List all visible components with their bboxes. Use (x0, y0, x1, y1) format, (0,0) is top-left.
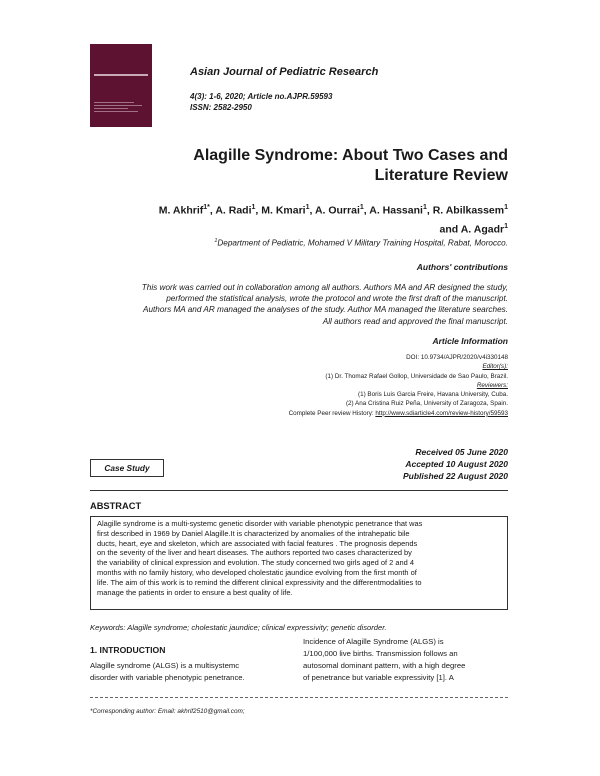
reviewer-2: (2) Ana Cristina Ruiz Peña, University of Zaragoza, Spain. (345, 400, 508, 408)
publication-dates (208, 447, 508, 482)
article-info-block (88, 353, 508, 418)
journal-name: Asian Journal of Pediatric Research (190, 66, 379, 78)
introduction-heading: 1. INTRODUCTION (90, 645, 166, 655)
journal-cover-image (90, 44, 152, 127)
keywords: Keywords: Alagille syndrome; cholestatic jaundice; clinical expressivity; genetic disorder. (90, 623, 387, 632)
footnote-rule (90, 697, 508, 698)
issue-line: 4(3): 1-6, 2020; Article no.AJPR.59593 (190, 92, 333, 101)
affiliation: $^1$Department of Pediatric, Mohamed V Military Training Hospital, Rabat, Morocco. (214, 238, 508, 248)
editor: (1) Dr. Thomaz Rafael Gollop, Universidade de Sao Paulo, Brazil. (325, 372, 508, 380)
accepted-date: Accepted 10 August 2020 (405, 458, 508, 469)
reviewer-1: (1) Boris Luis Garcia Freire, Havana University, Cuba. (357, 391, 508, 399)
contributions-text: This work was carried out in collaboration among all authors. Authors MA and AR designed the study, performed the statistical analysis, wrote the protocol and wrote the first draft of the manuscript. Authors MA and AR managed the analyses of the study. Author MA managed the literature searches. All authors read and approved the final manuscript. (141, 283, 508, 326)
peer-review-history: Complete Peer review History: http://www.sdiarticle4.com/review-history/59593 (288, 409, 508, 417)
abstract-heading: ABSTRACT (90, 501, 142, 511)
corresponding-author-footnote: *Corresponding author: Email: akhrif2510@gmail.com; (90, 708, 245, 715)
author-list (88, 200, 508, 237)
intro-right-column: Incidence of Alagille Syndrome (ALGS) is 1/100,000 live births. Transmission follows an autosomal dominant pattern, with a high degree of penetrance but variable expressivity [1]. A (303, 637, 466, 682)
issn-line: ISSN: 2582-2950 (190, 103, 252, 112)
separator-rule (90, 490, 508, 491)
authors-line2: and A. Agadr$^1$ (439, 222, 508, 235)
reviewers-label: Reviewers: (476, 381, 508, 389)
published-date: Published 22 August 2020 (402, 470, 508, 481)
doi: DOI: 10.9734/AJPR/2020/v4i330148 (406, 354, 508, 361)
contributions-heading: Authors' contributions (416, 262, 508, 272)
received-date: Received 05 June 2020 (415, 447, 508, 457)
abstract-box: Alagille syndrome is a multi-systemc genetic disorder with variable phenotypic penetrance that was first described in 1969 by Daniel Alagille.It is characterized by anomalies of the intrahepatic bile ducts, heart, eye and skeleton, which are associated with facial features . The prognosis depends on the severity of the liver and heart diseases. The authors reported two cases characterized by the variability of clinical expression and evolution. The study concerned two girls aged of 2 and 4 months with no family history, who developed cholestatic jaundice evolving from the first month of life. The aim of this work is to remind the different clinical expressivity and the differentmodalities to manage the patients in order to ensure a best quality of life. (90, 516, 508, 610)
authors-line1: M. Akhrif$^{1*}$, A. Radi$^1$, M. Kmari$^1$, A. Ourrai$^1$, A. Hassani$^1$, R. Abilkassem$^1$ (158, 204, 508, 217)
peer-review-link[interactable]: http://www.sdiarticle4.com/review-history/59593 (375, 409, 508, 417)
intro-left-column: Alagille syndrome (ALGS) is a multisystemc disorder with variable phenotypic penetrance. (90, 661, 245, 682)
article-info-heading: Article Information (432, 336, 508, 346)
journal-issue-info (190, 91, 332, 113)
paper-title: Alagille Syndrome: About Two Cases and Literature Review (193, 147, 508, 184)
case-study-label: Case Study (90, 459, 164, 477)
editor-label: Editor(s): (482, 363, 508, 371)
